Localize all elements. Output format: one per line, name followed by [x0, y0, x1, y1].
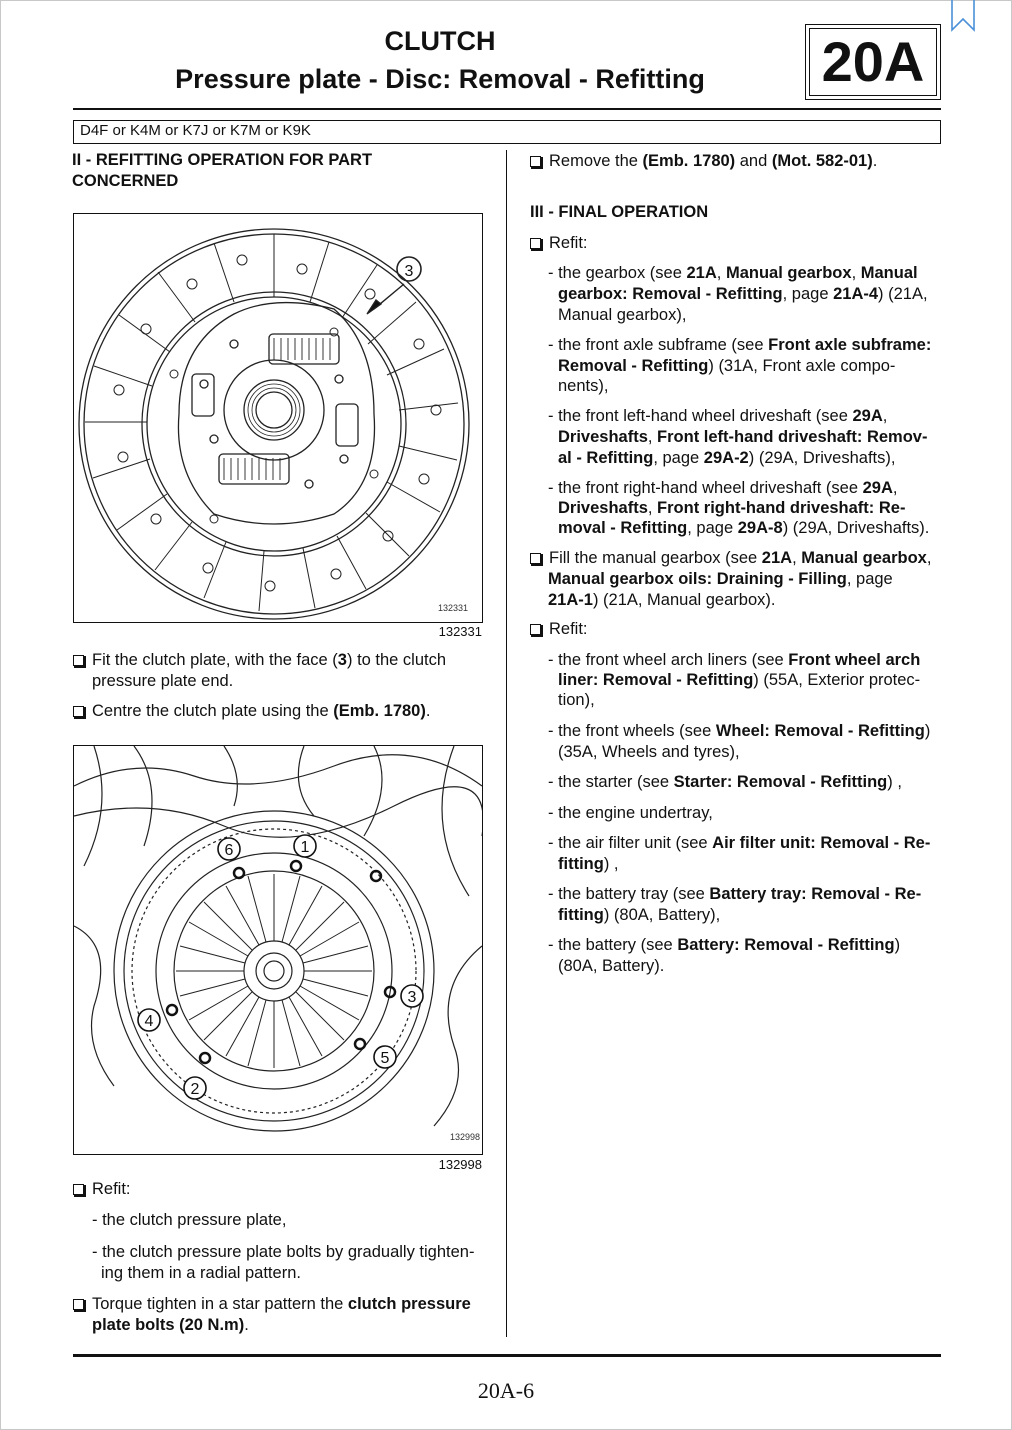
pressure-plate-illustration [74, 746, 482, 1154]
refit-air-filter: - the air filter unit (see Air filter unit: Removal - Re- [548, 834, 931, 852]
refit-item-line2: ing them in a radial pattern. [101, 1264, 301, 1282]
figure-number: 132998 [438, 1157, 482, 1172]
callout-6: 6 [224, 842, 234, 859]
refit-label: Refit: [549, 234, 588, 252]
figure-number: 132331 [438, 624, 482, 639]
refit-wheel-arch-line2: liner: Removal - Refitting) (55A, Exterior protec- [558, 671, 921, 689]
refit-undertray: - the engine undertray, [548, 804, 713, 822]
bullet-checkbox-icon [530, 624, 541, 635]
refit-battery-tray-line2: fitting) (80A, Battery), [558, 906, 721, 924]
refit-label: Refit: [92, 1180, 131, 1198]
callout-2: 2 [190, 1081, 200, 1098]
refit-left-driveshaft: - the front left-hand wheel driveshaft (see 29A, [548, 407, 888, 425]
refit-gearbox: - the gearbox (see 21A, Manual gearbox, Manual [548, 264, 918, 282]
fill-gearbox-line2: Manual gearbox oils: Draining - Filling, page [548, 570, 893, 588]
bullet-checkbox-icon [73, 655, 84, 666]
refit-gearbox-line3: Manual gearbox), [558, 306, 687, 324]
refit-label: Refit: [549, 620, 588, 638]
engine-applicability [73, 120, 941, 144]
page-title: CLUTCH [384, 26, 496, 56]
bookmark-icon[interactable] [950, 0, 976, 32]
engine-applicability-text: D4F or K4M or K7J or K7M or K9K [80, 122, 311, 139]
refit-item: - the clutch pressure plate, [92, 1211, 287, 1229]
bullet-checkbox-icon [73, 1184, 84, 1195]
page-subtitle: Pressure plate - Disc: Removal - Refitting [175, 64, 705, 94]
footer-rule [73, 1354, 941, 1357]
callout-3: 3 [407, 989, 417, 1006]
section-heading-line2: CONCERNED [72, 172, 179, 190]
refit-right-driveshaft-line2: Driveshafts, Front right-hand driveshaft: Re- [558, 499, 906, 517]
figure-inner-number: 132998 [450, 1132, 481, 1142]
torque-text: Torque tighten in a star pattern the clutch pressure [92, 1295, 471, 1313]
refit-air-filter-line2: fitting) , [558, 855, 619, 873]
bullet-checkbox-icon [530, 553, 541, 564]
bullet-checkbox-icon [530, 156, 541, 167]
clutch-disc-figure [73, 213, 483, 623]
refit-item: - the clutch pressure plate bolts by gradually tighten- [92, 1243, 475, 1261]
refit-starter: - the starter (see Starter: Removal - Refitting) , [548, 773, 902, 791]
page-number: 20A-6 [477, 1378, 535, 1403]
section-heading: II - REFITTING OPERATION FOR PART [72, 151, 373, 169]
callout-4: 4 [144, 1013, 154, 1030]
fill-gearbox-line3: 21A-1) (21A, Manual gearbox). [548, 591, 776, 609]
refit-battery-tray: - the battery tray (see Battery tray: Removal - Re- [548, 885, 922, 903]
pressure-plate-figure [73, 745, 483, 1155]
refit-battery-line2: (80A, Battery). [558, 957, 665, 975]
refit-wheel-arch-line3: tion), [558, 691, 595, 709]
refit-left-driveshaft-line2: Driveshafts, Front left-hand driveshaft: Remov- [558, 428, 928, 446]
refit-right-driveshaft-line3: moval - Refitting, page 29A-8) (29A, Driveshafts). [558, 519, 930, 537]
header-rule [73, 108, 941, 110]
refit-front-wheels-line2: (35A, Wheels and tyres), [558, 743, 740, 761]
fit-clutch-plate-text: Fit the clutch plate, with the face (3) to the clutch [92, 651, 447, 669]
refit-gearbox-line2: gearbox: Removal - Refitting, page 21A-4) (21A, [558, 285, 928, 303]
refit-front-wheels: - the front wheels (see Wheel: Removal - Refitting) [548, 722, 931, 740]
bullet-checkbox-icon [73, 706, 84, 717]
figure-inner-number: 132331 [438, 603, 469, 613]
refit-wheel-arch: - the front wheel arch liners (see Front wheel arch [548, 651, 921, 669]
fill-gearbox: Fill the manual gearbox (see 21A, Manual gearbox, [549, 549, 932, 567]
section-code-box: 20A [805, 24, 941, 100]
remove-tools-text: Remove the (Emb. 1780) and (Mot. 582-01). [549, 152, 878, 170]
callout-1: 1 [300, 839, 310, 856]
column-separator [506, 150, 507, 1337]
refit-subframe: - the front axle subframe (see Front axle subframe: [548, 336, 932, 354]
refit-battery: - the battery (see Battery: Removal - Refitting) [548, 936, 901, 954]
refit-subframe-line3: nents), [558, 377, 609, 395]
refit-right-driveshaft: - the front right-hand wheel driveshaft (see 29A, [548, 479, 898, 497]
callout-5: 5 [380, 1050, 390, 1067]
bullet-checkbox-icon [73, 1299, 84, 1310]
callout-3: 3 [404, 263, 414, 280]
fit-clutch-plate-text-line2: pressure plate end. [92, 672, 234, 690]
final-operation-heading: III - FINAL OPERATION [530, 203, 709, 221]
centre-clutch-plate-text: Centre the clutch plate using the (Emb. 1780). [92, 702, 431, 720]
refit-subframe-line2: Removal - Refitting) (31A, Front axle compo- [558, 357, 896, 375]
bullet-checkbox-icon [530, 238, 541, 249]
refit-left-driveshaft-line3: al - Refitting, page 29A-2) (29A, Driveshafts), [558, 449, 896, 467]
clutch-disc-illustration [74, 214, 482, 622]
torque-text-line2: plate bolts (20 N.m). [92, 1316, 249, 1334]
